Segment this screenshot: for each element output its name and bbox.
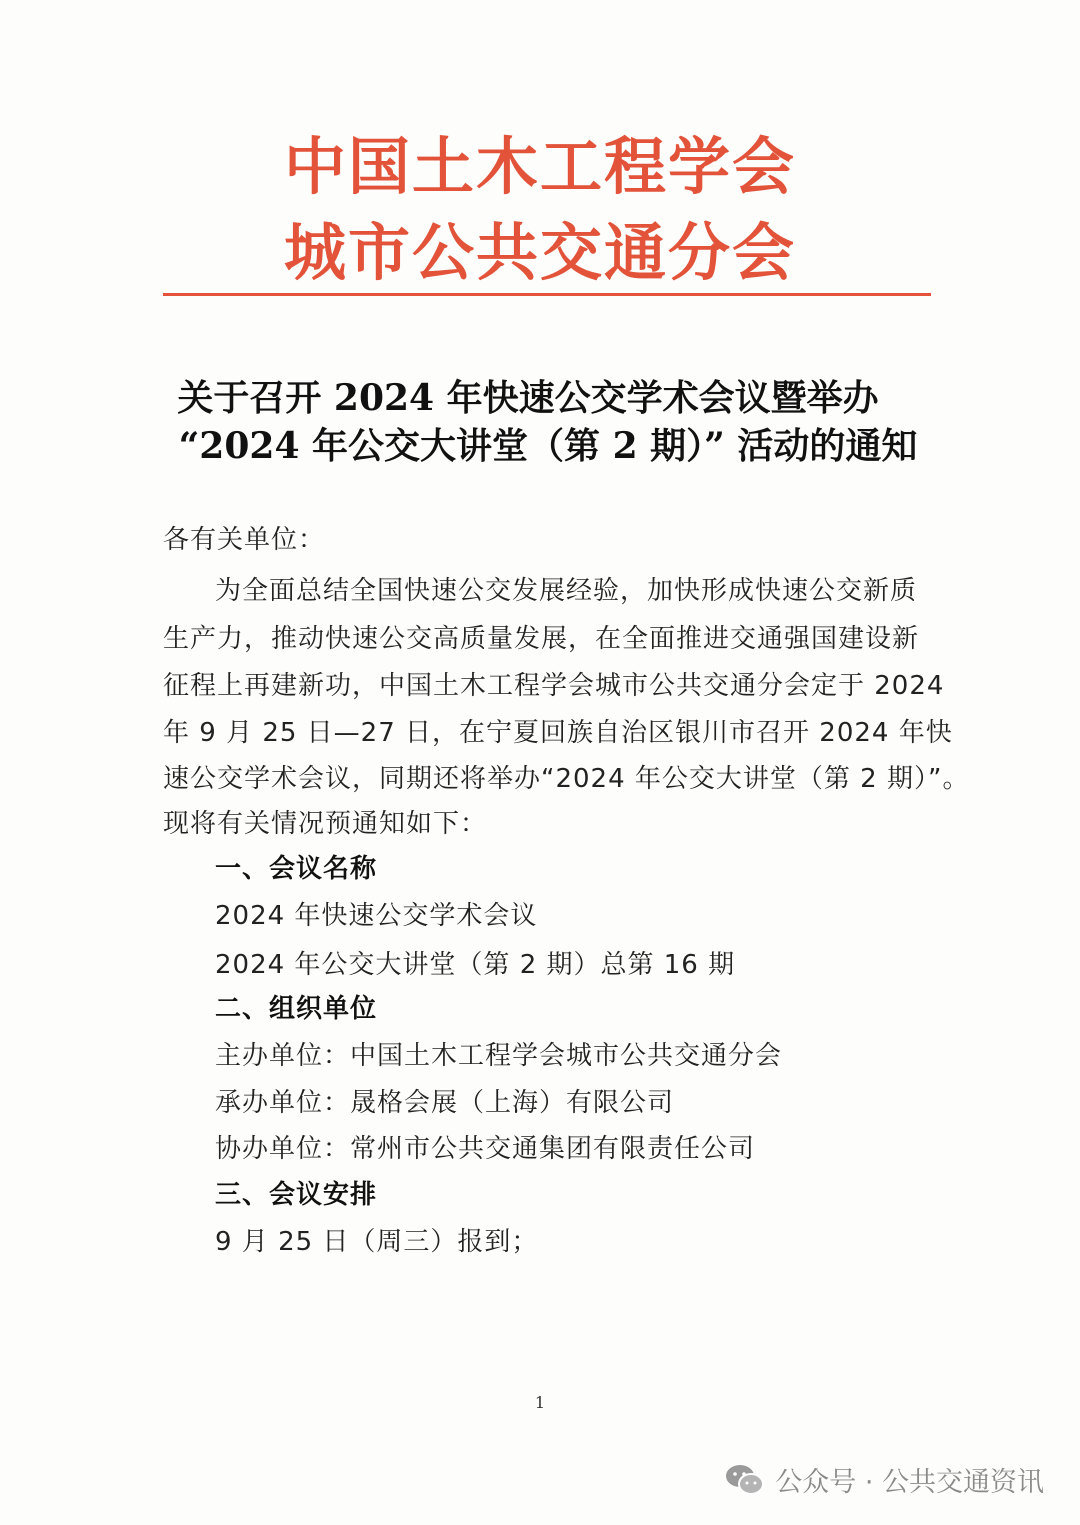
meeting-name-item: 2024 年快速公交学术会议 bbox=[215, 901, 538, 931]
letterhead-line-1: 中国土木工程学会 bbox=[283, 130, 796, 203]
wechat-icon bbox=[725, 1463, 765, 1497]
paragraph-line: 生产力，推动快速公交高质量发展，在全面推进交通强国建设新 bbox=[163, 624, 920, 654]
letterhead-line-2: 城市公共交通分会 bbox=[283, 216, 796, 289]
letterhead-rule bbox=[163, 293, 931, 296]
schedule-item: 9 月 25 日（周三）报到； bbox=[215, 1227, 539, 1257]
organizer-item: 承办单位：晟格会展（上海）有限公司 bbox=[215, 1088, 675, 1118]
page-number: 1 bbox=[534, 1393, 546, 1412]
paragraph-line: 年 9 月 25 日—27 日，在宁夏回族自治区银川市召开 2024 年快 bbox=[163, 718, 953, 748]
paragraph-line: 速公交学术会议，同期还将举办“2024 年公交大讲堂（第 2 期）”。 bbox=[163, 764, 970, 794]
organizer-item: 协办单位：常州市公共交通集团有限责任公司 bbox=[215, 1134, 756, 1164]
section-heading-organizers: 二、组织单位 bbox=[215, 994, 378, 1024]
salutation: 各有关单位： bbox=[163, 525, 326, 555]
paragraph-line: 征程上再建新功，中国土木工程学会城市公共交通分会定于 2024 bbox=[163, 671, 945, 701]
notice-title-line-2: “2024 年公交大讲堂（第 2 期）” 活动的通知 bbox=[178, 425, 918, 467]
section-heading-schedule: 三、会议安排 bbox=[215, 1180, 378, 1210]
paragraph-line: 为全面总结全国快速公交发展经验，加快形成快速公交新质 bbox=[215, 576, 918, 606]
section-heading-meeting-name: 一、会议名称 bbox=[215, 854, 378, 884]
meeting-name-item: 2024 年公交大讲堂（第 2 期）总第 16 期 bbox=[215, 950, 736, 980]
organizer-item: 主办单位：中国土木工程学会城市公共交通分会 bbox=[215, 1041, 783, 1071]
watermark bbox=[725, 1460, 1044, 1499]
paragraph-line: 现将有关情况预通知如下： bbox=[163, 809, 488, 839]
notice-title-line-1: 关于召开 2024 年快速公交学术会议暨举办 bbox=[177, 377, 879, 419]
watermark-text: 公众号 · 公共交通资讯 bbox=[775, 1467, 1044, 1498]
